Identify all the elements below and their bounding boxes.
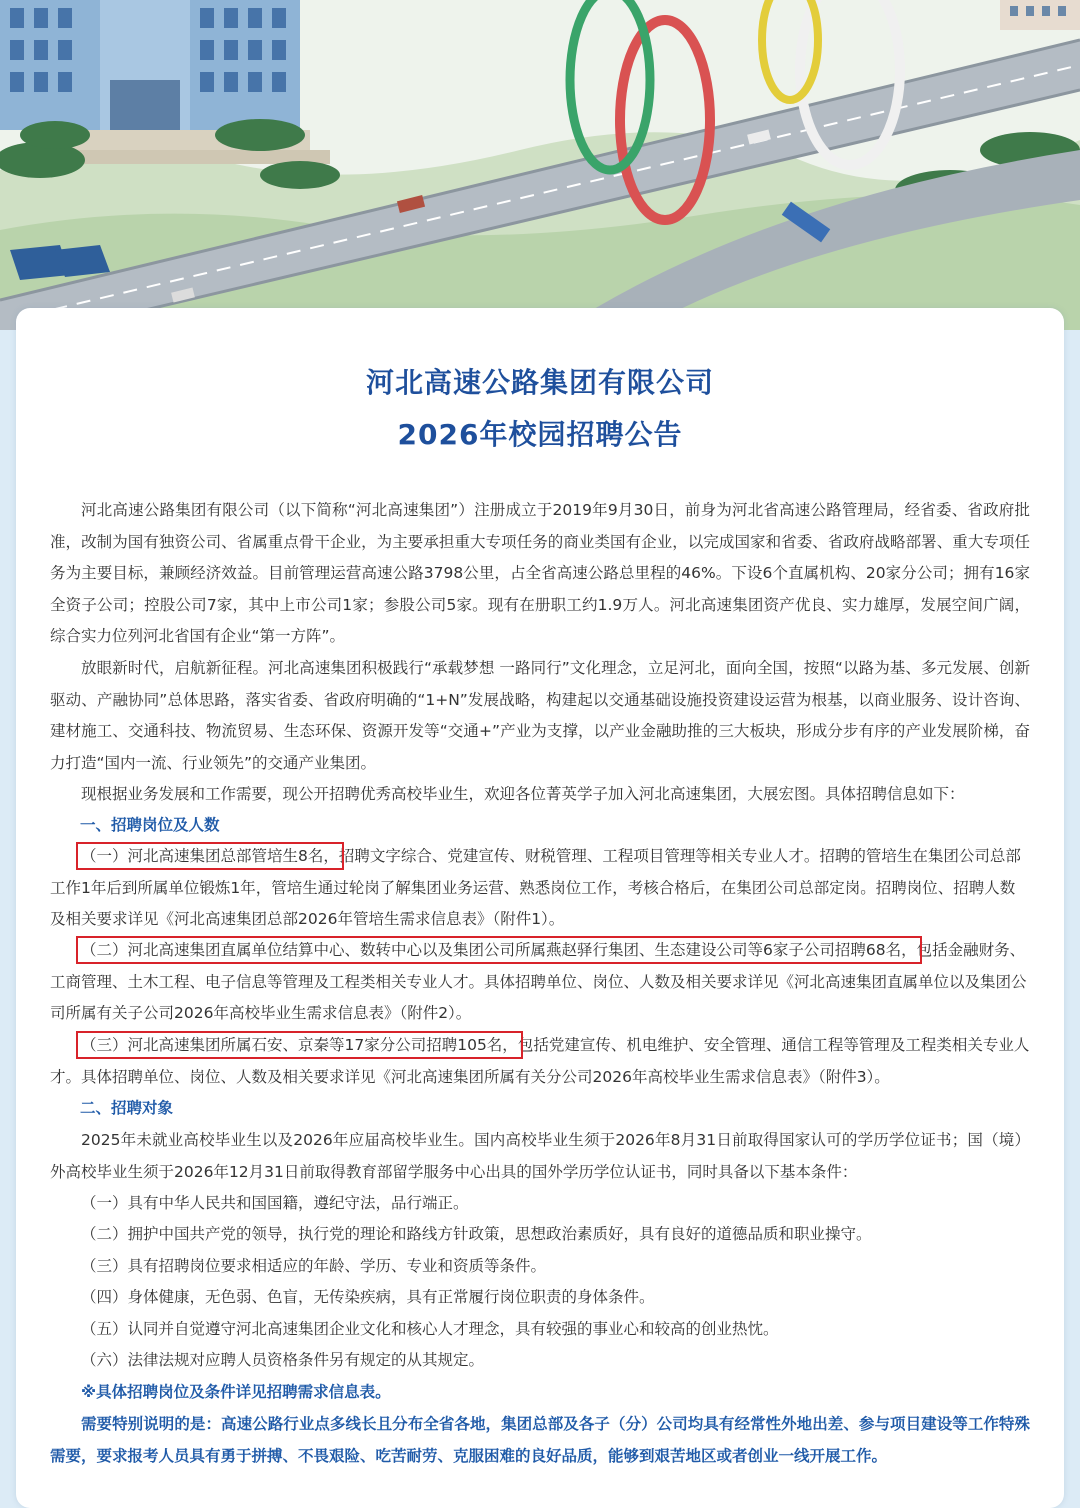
condition-item: （三）具有招聘岗位要求相适应的年龄、学历、专业和资质等条件。 [81,1257,547,1275]
page-title: 河北高速公路集团有限公司 [365,366,714,399]
condition-item: （一）具有中华人民共和国国籍，遵纪守法，品行端正。 [81,1194,469,1212]
highlight-box: （一）河北高速集团总部管培生8名， [81,847,339,865]
highlight-box: （三）河北高速集团所属石安、京秦等17家分公司招聘105名， [81,1036,518,1054]
position-item-text: 包括党建宣传、机电维护、安全管理、通信工程等管理及工程类相关专业人才。具体招聘单位、岗位、人数及相关要求详见《河北高速集团所属有关分公司2026年高校毕业生需求信息表》（附件3）。 [50,1036,1030,1086]
intro-paragraph-3: 现根据业务发展和工作需要，现公开招聘优秀高校毕业生，欢迎各位菁英学子加入河北高速集团，大展宏图。具体招聘信息如下： [81,785,965,803]
illustration-icon [0,0,1080,330]
note-text: ※具体招聘岗位及条件详见招聘需求信息表。 [81,1383,391,1401]
eligibility-intro: 2025年未就业高校毕业生以及2026年应届高校毕业生。国内高校毕业生须于2026年8月31日前取得国家认可的学历学位证书；国（境）外高校毕业生须于2026年12月31日前取得教育部留学服务中心出具的国外学历学位认证书，同时具备以下基本条件： [50,1131,1030,1181]
position-item-text: 包括金融财务、工商管理、土木工程、电子信息等管理及工程类相关专业人才。具体招聘单位、岗位、人数及相关要求详见《河北高速集团直属单位以及集团公司所属有关子公司2026年高校毕业生需求信息表》（附件2）。 [50,941,1027,1022]
section-heading-positions: 一、招聘岗位及人数 [80,816,220,834]
condition-item: （二）拥护中国共产党的领导，执行党的理论和路线方针政策，思想政治素质好，具有良好的道德品质和职业操守。 [81,1225,872,1243]
page-subtitle: 2026年校园招聘公告 [397,418,683,451]
intro-paragraph-2: 放眼新时代，启航新征程。河北高速集团积极践行“承载梦想 一路同行”文化理念，立足河北，面向全国，按照“以路为基、多元发展、创新驱动、产融协同”总体思路，落实省委、省政府明确的“1+N”发展战略，构建起以交通基础设施投资建设运营为根基，以商业服务、设计咨询、建材施工、交通科技、物流贸易、生态环保、资源开发等“交通+”产业为支撑，以产业金融助推的三大板块，形成分步有序的产业发展阶梯，奋力打造“国内一流、行业领先”的交通产业集团。 [50,659,1030,772]
highlight-box: （二）河北高速集团直属单位结算中心、数转中心以及集团公司所属燕赵驿行集团、生态建设公司等6家子公司招聘68名， [81,941,917,959]
special-notice: 需要特别说明的是：高速公路行业点多线长且分布全省各地，集团总部及各子（分）公司均具有经常性外地出差、参与项目建设等工作特殊需要，要求报考人员具有勇于拼搏、不畏艰险、吃苦耐劳、克服困难的良好品质，能够到艰苦地区或者创业一线开展工作。 [50,1415,1030,1465]
position-item-3 [50,1030,1030,1093]
position-item-1 [50,841,1030,936]
condition-item: （五）认同并自觉遵守河北高速集团企业文化和核心人才理念，具有较强的事业心和较高的创业热忱。 [81,1320,779,1338]
condition-item: （六）法律法规对应聘人员资格条件另有规定的从其规定。 [81,1351,485,1369]
banner-illustration [0,0,1080,330]
position-item-text: 招聘文字综合、党建宣传、财税管理、工程项目管理等相关专业人才。招聘的管培生在集团公司总部工作1年后到所属单位锻炼1年，管培生通过轮岗了解集团业务运营、熟悉岗位工作，考核合格后，在集团公司总部定岗。招聘岗位、招聘人数及相关要求详见《河北高速集团总部2026年管培生需求信息表》（附件1）。 [50,847,1021,928]
section-heading-eligibility: 二、招聘对象 [80,1099,174,1117]
condition-item: （四）身体健康，无色弱、色盲，无传染疾病，具有正常履行岗位职责的身体条件。 [81,1288,655,1306]
intro-paragraph-1: 河北高速公路集团有限公司（以下简称“河北高速集团”）注册成立于2019年9月30日，前身为河北省高速公路管理局，经省委、省政府批准，改制为国有独资公司、省属重点骨干企业，为主要承担重大专项任务的商业类国有企业，以完成国家和省委、省政府战略部署、重大专项任务为主要目标，兼顾经济效益。目前管理运营高速公路3798公里，占全省高速公路总里程的46%。下设6个直属机构、20家分公司；拥有16家全资子公司；控股公司7家，其中上市公司1家；参股公司5家。现有在册职工约1.9万人。河北高速集团资产优良、实力雄厚，发展空间广阔，综合实力位列河北省国有企业“第一方阵”。 [50,501,1030,645]
position-item-2 [50,935,1030,1030]
